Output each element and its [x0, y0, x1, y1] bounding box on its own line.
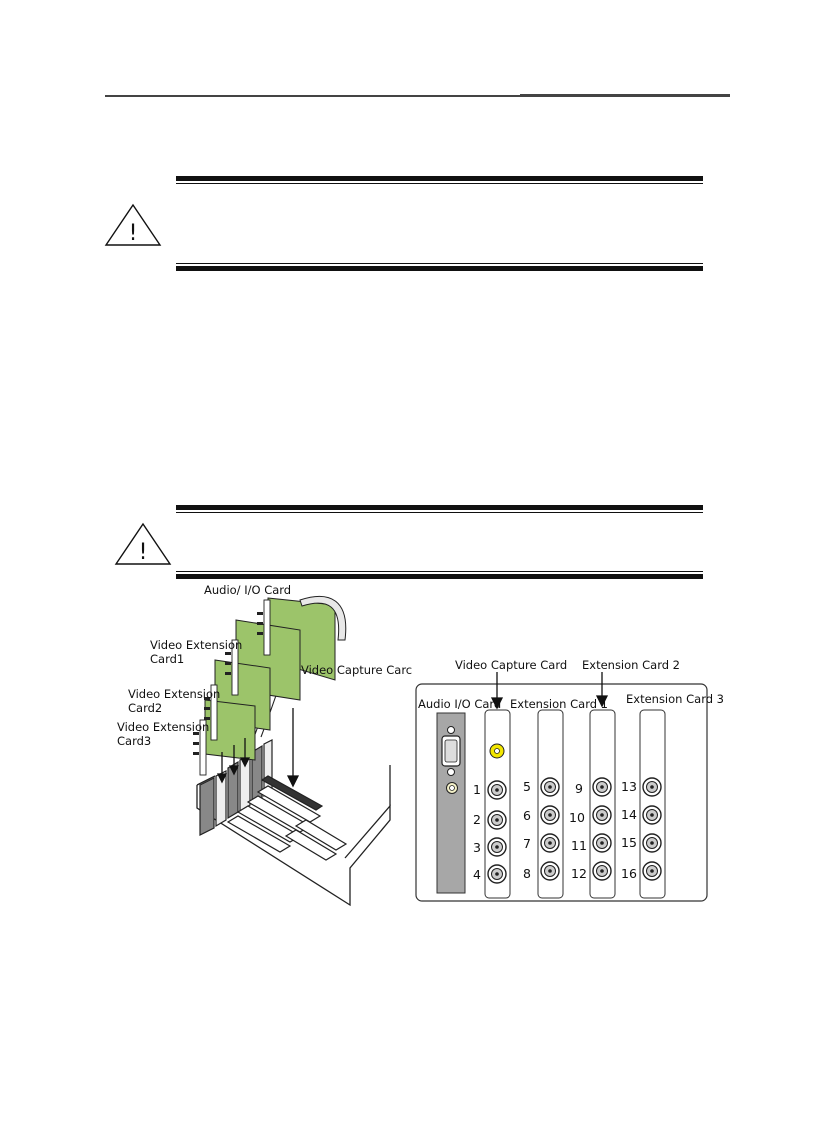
svg-text:!: !: [128, 221, 138, 246]
label-audio-io-card: Audio I/O Card: [418, 697, 502, 711]
port-number: 6: [523, 808, 531, 823]
port-number: 5: [523, 779, 531, 794]
label-video-extension-card3-line2: Card3: [117, 734, 152, 748]
label-video-extension-card3-line1: Video Extension: [117, 720, 210, 734]
label-video-capture-card: Video Capture Carc: [301, 663, 413, 677]
port-number: 10: [569, 810, 585, 825]
port-number: 7: [523, 836, 531, 851]
port-number: 12: [571, 866, 587, 881]
label-extension-card-2: Extension Card 2: [582, 658, 680, 672]
port-number: 14: [621, 807, 637, 822]
port-number: 9: [575, 781, 583, 796]
label-video-extension-card2-line1: Video Extension: [128, 687, 221, 701]
label-extension-card-3: Extension Card 3: [626, 692, 724, 706]
label-extension-card-1: Extension Card 1: [510, 697, 608, 711]
port-number: 1: [473, 782, 481, 797]
port-number: 4: [473, 867, 481, 882]
label-video-extension-card1-line1: Video Extension: [150, 638, 243, 652]
label-video-capture-card: Video Capture Card: [455, 658, 568, 672]
port-number: 3: [473, 840, 481, 855]
port-number: 16: [621, 866, 637, 881]
port-number: 15: [621, 835, 637, 850]
label-video-extension-card2-line2: Card2: [128, 701, 163, 715]
svg-text:!: !: [138, 540, 148, 565]
port-number: 11: [571, 838, 587, 853]
label-audio-io-card: Audio/ I/O Card: [204, 583, 292, 597]
port-number: 8: [523, 866, 531, 881]
port-number: 13: [621, 779, 637, 794]
label-video-extension-card1-line2: Card1: [150, 652, 185, 666]
port-number: 2: [473, 812, 481, 827]
